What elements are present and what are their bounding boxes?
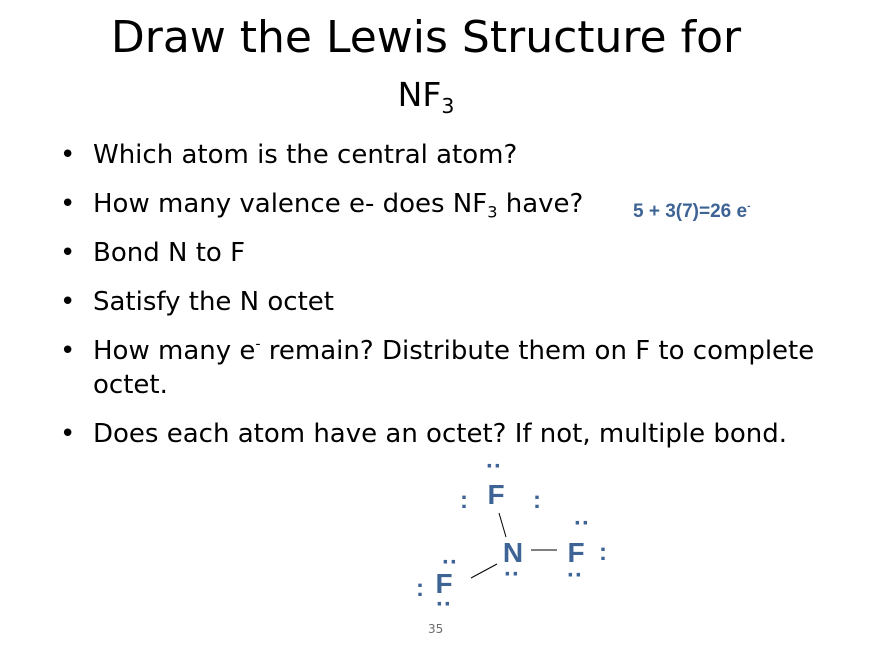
bullet-text-superscript: - <box>255 336 261 353</box>
bullet-text-pre: How many e <box>93 336 256 366</box>
lone-pair-top-f-above: ·· <box>486 458 502 480</box>
lone-pair-left-f-below: ·· <box>436 591 452 618</box>
lone-pair-right-f-below: ·· <box>567 562 583 589</box>
bullet-marker: • <box>60 238 76 268</box>
atom-f-left: F <box>435 568 453 599</box>
lone-pair-top-f-right: : <box>533 487 541 514</box>
bullet-marker: • <box>60 287 76 317</box>
title-formula-base: NF <box>397 75 442 114</box>
bullet-marker: • <box>60 419 76 449</box>
bullet-marker: • <box>60 140 76 170</box>
bullet-item <box>60 138 820 172</box>
atom-f-top: F <box>487 479 505 510</box>
title-formula <box>0 74 852 119</box>
page-number: 35 <box>428 622 444 636</box>
atom-f-right: F <box>567 537 585 568</box>
bullet-text: Which atom is the central atom? <box>93 140 518 170</box>
bullet-text: Bond N to F <box>93 238 246 268</box>
bullet-text-post: remain? Distribute them on F to complete octet. <box>93 336 815 400</box>
answer-superscript: - <box>747 201 751 213</box>
bullet-list <box>60 138 820 466</box>
bullet-text: Satisfy the N octet <box>93 287 334 317</box>
bullet-text-pre: How many valence e- does NF <box>93 189 488 219</box>
bullet-marker: • <box>60 189 76 219</box>
bullet-item <box>60 236 820 270</box>
bullet-item <box>60 285 820 319</box>
valence-electron-answer <box>633 199 751 225</box>
slide-title: Draw the Lewis Structure for <box>110 12 742 63</box>
lone-pair-top-f-left: : <box>460 487 468 514</box>
bullet-marker: • <box>60 336 76 366</box>
bullet-text-post: have? <box>497 189 584 219</box>
answer-text: 5 + 3(7)=26 e <box>633 201 748 222</box>
title-formula-subscript: 3 <box>441 94 455 119</box>
bond-n-f-left <box>471 564 497 578</box>
lone-pair-left-f-left: : <box>416 575 424 602</box>
bullet-item <box>60 334 820 402</box>
lone-pair-right-f-above: ·· <box>574 510 590 537</box>
atom-n-central: N <box>502 537 524 568</box>
bullet-item <box>60 417 820 451</box>
bond-n-f-top <box>499 513 506 537</box>
bullet-text: Does each atom have an octet? If not, multiple bond. <box>93 419 788 449</box>
lone-pair-right-f-right: : <box>599 539 607 566</box>
bullet-text-subscript: 3 <box>487 202 498 222</box>
lone-pair-n-below: ·· <box>504 561 520 588</box>
lewis-structure-diagram <box>400 458 630 618</box>
lone-pair-left-f-above: ·· <box>442 549 458 576</box>
